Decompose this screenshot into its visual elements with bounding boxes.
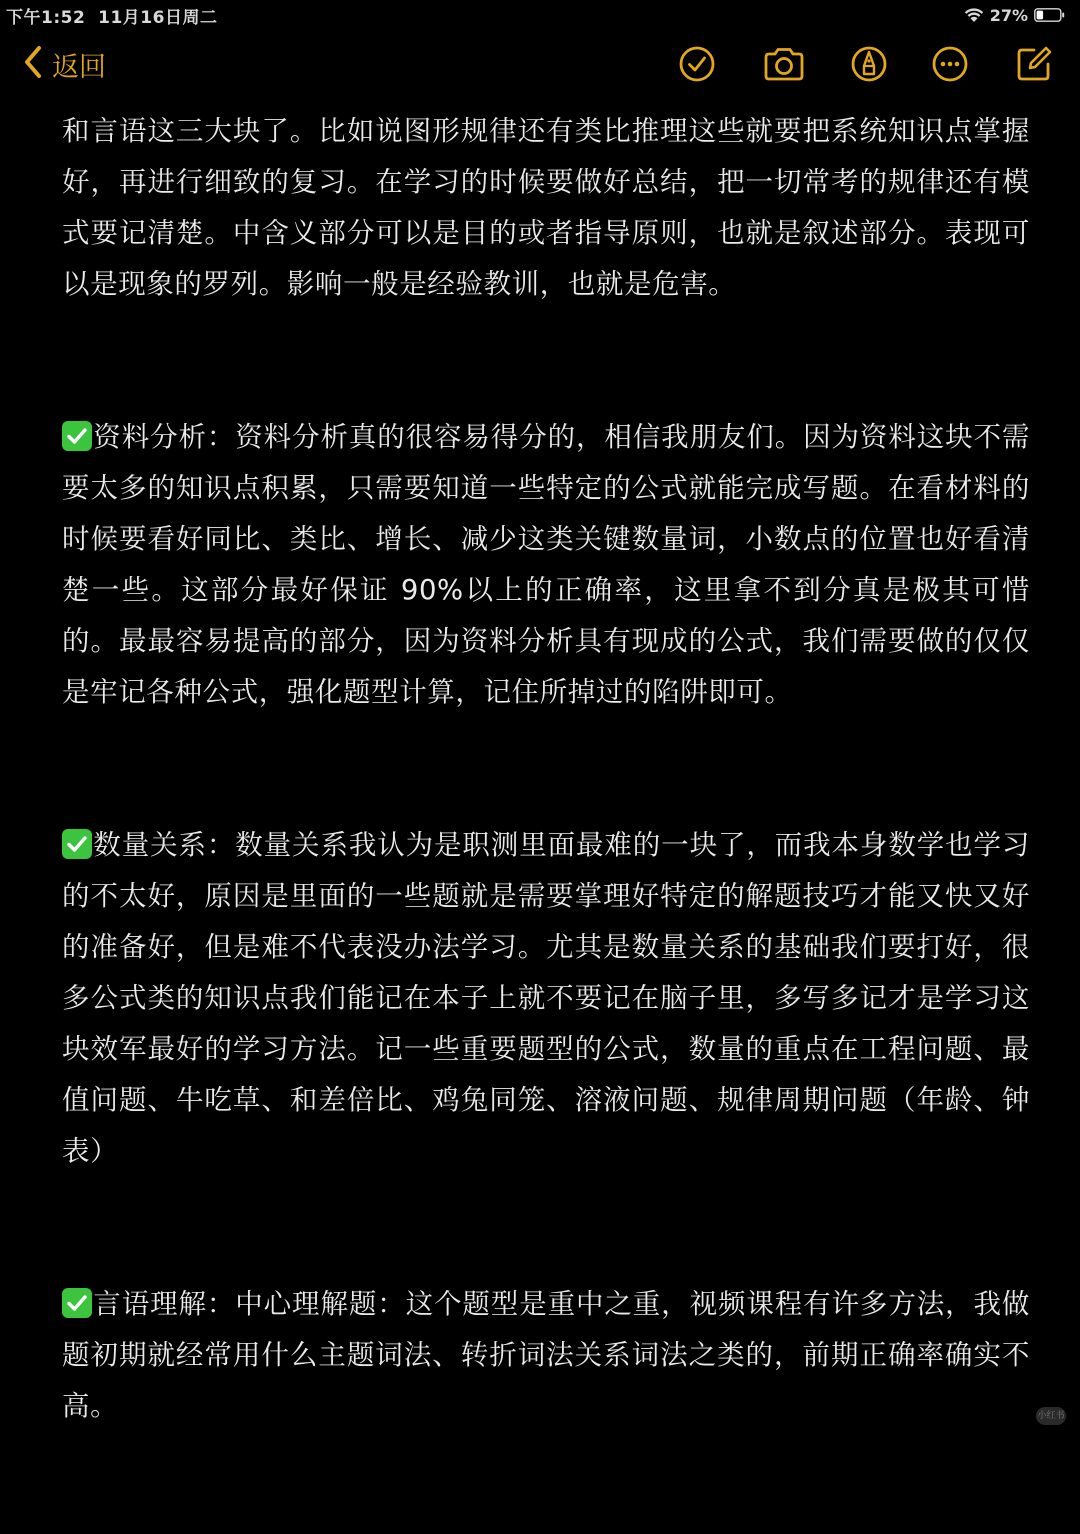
note-paragraph-intro: 和言语这三大块了。比如说图形规律还有类比推理这些就要把系统知识点掌握好，再进行细致的复习。在学习的时候要做好总结，把一切常考的规律还有模式要记清楚。中含义部分可以是目的或者指导原则，也就是叙述部分。表现可以是现象的罗列。影响一般是经验教训，也就是危害。 bbox=[62, 115, 1030, 300]
note-paragraph-text: 资料分析：资料分析真的很容易得分的，相信我朋友们。因为资料这块不需要太多的知识点积累，只需要知道一些特定的公式就能完成写题。在看材料的时候要看好同比、类比、增长、减少这类关键数量词，小数点的位置也好看清楚一些。这部分最好保证 90%以上的正确率，这里拿不到分真是极其可惜的。最最容易提高的部分，因为资料分析具有现成的公式，我们需要做的仅仅是牢记各种公式，强化题型计算，记住所掉过的陷阱即可。 bbox=[62, 421, 1030, 708]
note-paragraph-verbal bbox=[62, 1279, 1030, 1432]
note-paragraph-data-analysis bbox=[62, 412, 1030, 718]
green-check-icon bbox=[62, 421, 92, 451]
chevron-left-icon bbox=[22, 45, 44, 83]
more-icon[interactable] bbox=[930, 44, 970, 84]
note-paragraph-quantitative bbox=[62, 820, 1030, 1177]
watermark: 小红书 bbox=[1036, 1407, 1066, 1425]
checkmark-circle-icon[interactable] bbox=[677, 44, 717, 84]
back-label: 返回 bbox=[52, 51, 106, 83]
green-check-icon bbox=[62, 1288, 92, 1318]
status-time bbox=[6, 3, 217, 28]
battery-percent: 27% bbox=[989, 5, 1028, 25]
camera-icon[interactable] bbox=[762, 44, 806, 84]
status-date-text: 11月16日周二 bbox=[98, 8, 218, 28]
compose-icon[interactable] bbox=[1014, 44, 1054, 84]
note-paragraph-text: 数量关系：数量关系我认为是职测里面最难的一块了，而我本身数学也学习的不太好，原因是里面的一些题就是需要掌理好特定的解题技巧才能又快又好的准备好，但是难不代表没办法学习。尤其是数量关系的基础我们要打好，很多公式类的知识点我们能记在本子上就不要记在脑子里，多写多记才是学习这块效军最好的学习方法。记一些重要题型的公式，数量的重点在工程问题、最值问题、牛吃草、和差倍比、鸡兔同笼、溶液问题、规律周期问题（年龄、钟表） bbox=[62, 829, 1030, 1167]
back-button[interactable] bbox=[22, 44, 106, 84]
note-body[interactable] bbox=[62, 106, 1030, 1534]
status-time-text: 下午1:52 bbox=[6, 8, 86, 28]
battery-icon bbox=[1034, 7, 1066, 23]
pen-markup-icon[interactable] bbox=[849, 44, 889, 84]
status-right bbox=[964, 3, 1066, 27]
green-check-icon bbox=[62, 829, 92, 859]
note-paragraph-text: 言语理解：中心理解题：这个题型是重中之重，视频课程有许多方法，我做题初期就经常用什么主题词法、转折词法关系词法之类的，前期正确率确实不高。 bbox=[62, 1288, 1030, 1422]
status-bar bbox=[0, 0, 1080, 30]
notes-toolbar bbox=[0, 36, 1080, 92]
wifi-icon bbox=[964, 7, 984, 23]
